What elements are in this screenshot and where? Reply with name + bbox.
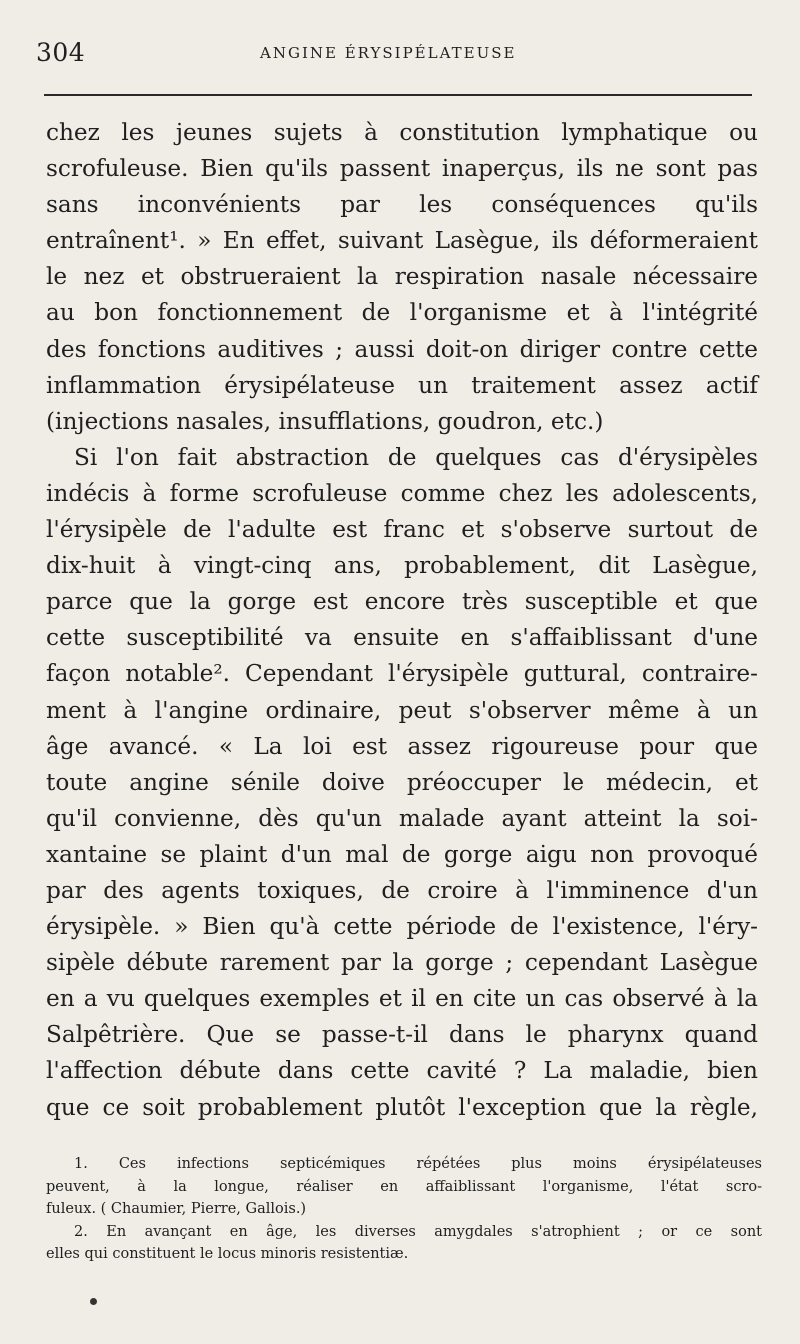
body-line: (injections nasales, insufflations, goudron, etc.) bbox=[46, 407, 604, 435]
body-line: des fonctions auditives ; aussi doit-on diriger contre cette bbox=[46, 335, 758, 363]
footnote-line: fuleux. ( Chaumier, Pierre, Gallois.) bbox=[46, 1201, 307, 1217]
body-line: toute angine sénile doive préoccuper le médecin, et bbox=[46, 768, 758, 796]
body-line: sans inconvénients par les conséquences qu'ils bbox=[46, 191, 758, 219]
body-line: scrofuleuse. Bien qu'ils passent inaperçus, ils ne sont pas bbox=[46, 155, 758, 183]
ink-dot-mark bbox=[90, 1298, 97, 1305]
body-line: indécis à forme scrofuleuse comme chez les adolescents, bbox=[46, 479, 758, 507]
body-text bbox=[46, 115, 758, 1126]
body-line: parce que la gorge est encore très susceptible et que bbox=[46, 588, 758, 616]
running-title: ANGINE ÉRYSIPÉLATEUSE bbox=[260, 44, 517, 62]
body-line: qu'il convienne, dès qu'un malade ayant atteint la soi- bbox=[46, 804, 758, 832]
body-line: ment à l'angine ordinaire, peut s'observer même à un bbox=[46, 696, 758, 724]
body-line: par des agents toxiques, de croire à l'imminence d'un bbox=[46, 876, 758, 904]
footnote-line: peuvent, à la longue, réaliser en affaiblissant l'organisme, l'état scro- bbox=[46, 1178, 762, 1195]
footnote-line: 2. En avançant en âge, les diverses amygdales s'atrophient ; or ce sont bbox=[74, 1223, 762, 1240]
body-line: érysipèle. » Bien qu'à cette période de l'existence, l'éry- bbox=[46, 913, 758, 941]
body-line: Si l'on fait abstraction de quelques cas d'érysipèles bbox=[74, 443, 758, 471]
body-line: au bon fonctionnement de l'organisme et à l'intégrité bbox=[46, 299, 758, 327]
body-line: dix-huit à vingt-cinq ans, probablement, dit Lasègue, bbox=[46, 552, 758, 580]
body-line: chez les jeunes sujets à constitution lymphatique ou bbox=[46, 119, 758, 146]
page-number: 304 bbox=[36, 38, 86, 67]
body-line: l'affection débute dans cette cavité ? La maladie, bien bbox=[46, 1057, 758, 1085]
body-line: façon notable². Cependant l'érysipèle guttural, contraire- bbox=[46, 660, 758, 688]
body-line: xantaine se plaint d'un mal de gorge aigu non provoqué bbox=[46, 840, 758, 868]
body-line: sipèle débute rarement par la gorge ; cependant Lasègue bbox=[46, 949, 758, 977]
footnotes bbox=[46, 1153, 762, 1266]
body-line: entraînent¹. » En effet, suivant Lasègue, ils déformeraient bbox=[46, 227, 758, 255]
body-line: âge avancé. « La loi est assez rigoureuse pour que bbox=[46, 732, 758, 760]
body-line: cette susceptibilité va ensuite en s'affaiblissant d'une bbox=[46, 624, 758, 652]
header-rule bbox=[44, 94, 752, 96]
body-line: Salpêtrière. Que se passe-t-il dans le pharynx quand bbox=[46, 1021, 758, 1049]
body-line: en a vu quelques exemples et il en cite un cas observé à la bbox=[46, 985, 758, 1013]
body-line: l'érysipèle de l'adulte est franc et s'observe surtout de bbox=[46, 516, 758, 544]
footnote-line: elles qui constituent le locus minoris resistentiæ. bbox=[46, 1246, 409, 1262]
body-line: inflammation érysipélateuse un traitement assez actif bbox=[46, 371, 758, 399]
body-line: que ce soit probablement plutôt l'exception que la règle, bbox=[46, 1093, 758, 1121]
footnote-line: 1. Ces infections septicémiques répétées plus moins érysipélateuses bbox=[74, 1156, 762, 1172]
page-header bbox=[36, 38, 752, 72]
body-line: le nez et obstrueraient la respiration nasale nécessaire bbox=[46, 263, 758, 291]
